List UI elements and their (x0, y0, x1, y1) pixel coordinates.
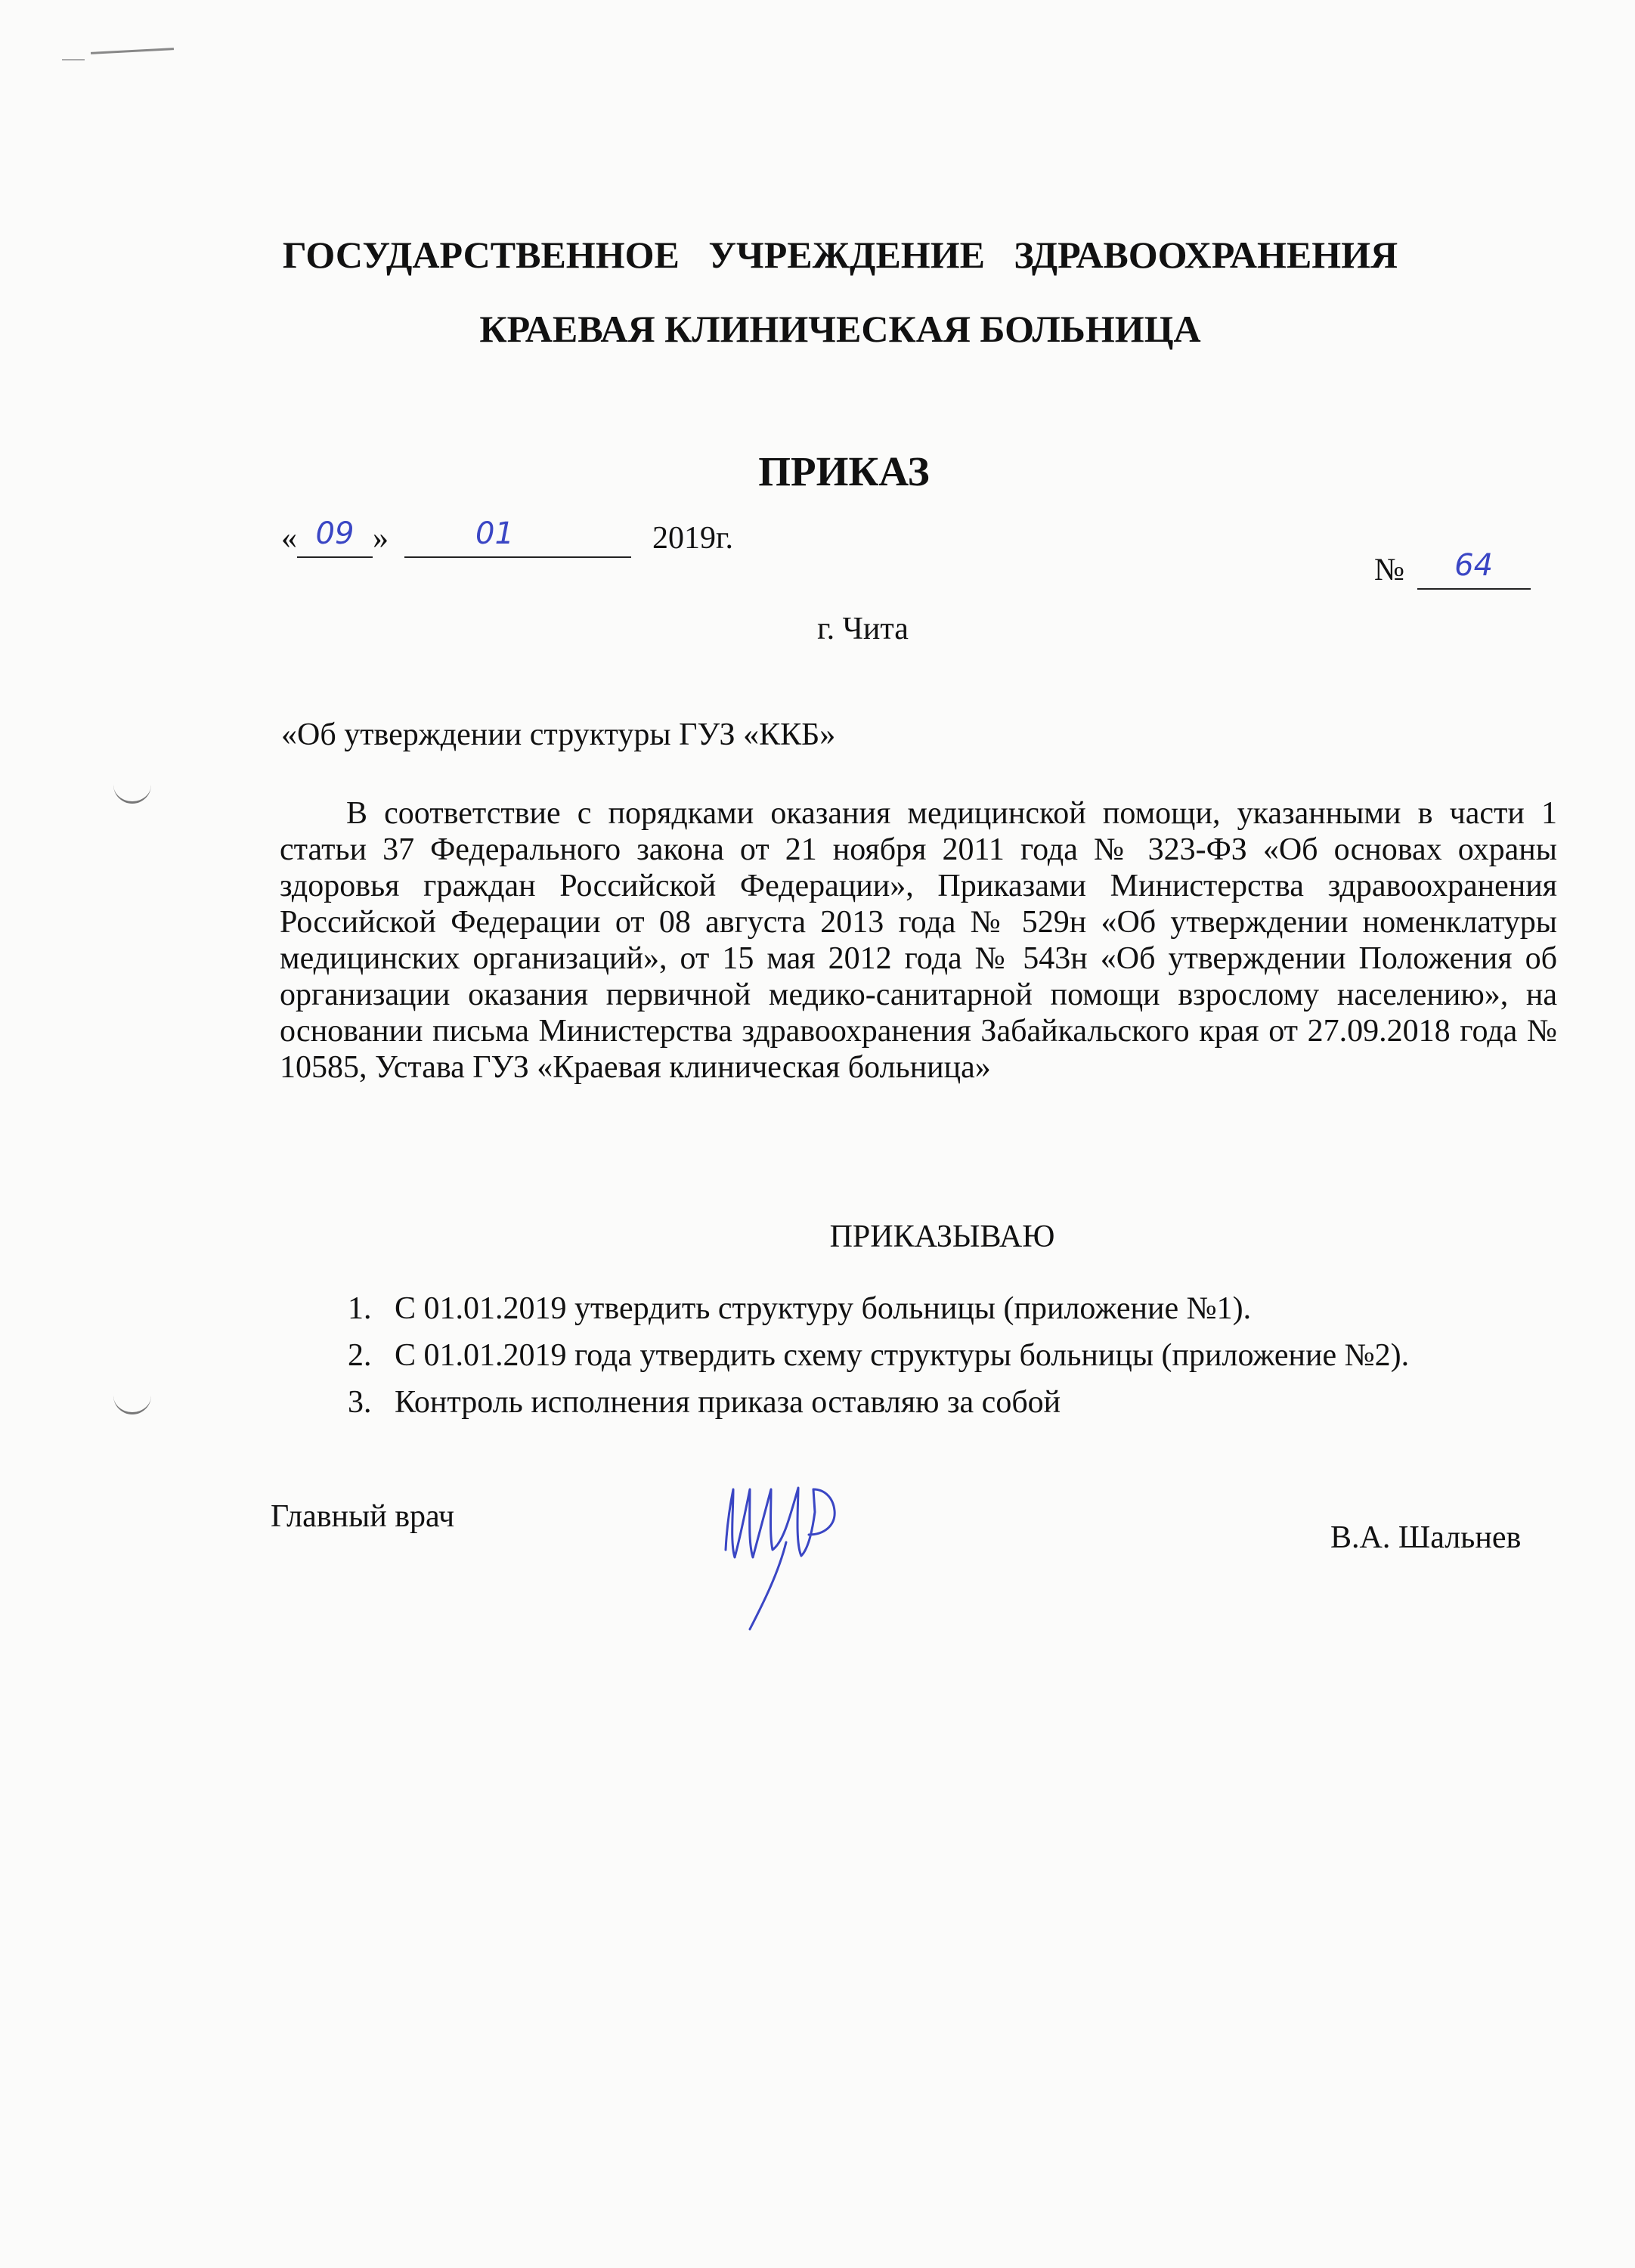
signer-role: Главный врач (271, 1499, 455, 1534)
organization-name-line2: КРАЕВАЯ КЛИНИЧЕСКАЯ БОЛЬНИЦА (479, 308, 1201, 350)
order-items-list (348, 1285, 1409, 1426)
order-directive-heading: ПРИКАЗЫВАЮ (829, 1219, 1055, 1254)
month-handwritten: 01 (475, 516, 514, 551)
preamble-paragraph: В соответствие с порядками оказания медицинской помощи, указанными в части 1 статьи 37 Федерального закона от 21 ноября 2011 года № 323-ФЗ «Об основах охраны здоровья граждан Российской Федерации», Приказами Министерства здравоохранения Российской Федерации от 08 августа 2013 года № 529н «Об утверждении номенклатуры медицинских организаций», от 15 мая 2012 года № 543н «Об утверждении Положения об организации оказания первичной медико-санитарной помощи взрослому населению», на основании письма Министерства здравоохранения Забайкальского края от 27.09.2018 года № 10585, Устава ГУЗ «Краевая клиническая больница» (280, 796, 1557, 1085)
day-field (297, 516, 373, 558)
punch-hole (113, 1391, 151, 1414)
number-field (1417, 548, 1531, 590)
day-handwritten: 09 (315, 516, 355, 551)
signer-name: В.А. Шальнев (1330, 1520, 1522, 1555)
number-sign: № (1374, 553, 1405, 587)
date-close-quote: » (373, 521, 389, 556)
handwritten-signature (711, 1459, 862, 1633)
list-item: 1. С 01.01.2019 утвердить структуру больницы (приложение №1). (348, 1291, 1252, 1326)
city: г. Чита (817, 612, 909, 646)
date-line (281, 516, 733, 558)
order-number-line (1374, 548, 1531, 590)
number-handwritten: 64 (1454, 548, 1494, 583)
scan-artifact (62, 59, 85, 60)
scan-artifact (91, 48, 174, 54)
punch-hole (113, 780, 151, 804)
list-item: 3. Контроль исполнения приказа оставляю за собой (348, 1385, 1061, 1420)
organization-name-line1: ГОСУДАРСТВЕННОЕ УЧРЕЖДЕНИЕ ЗДРАВООХРАНЕНИЯ (282, 234, 1398, 276)
date-year: 2019г. (652, 521, 733, 556)
date-open-quote: « (281, 521, 297, 556)
month-field (404, 516, 631, 558)
order-subject: «Об утверждении структуры ГУЗ «ККБ» (281, 717, 836, 752)
document-title: ПРИКАЗ (758, 448, 930, 494)
list-item: 2. С 01.01.2019 года утвердить схему структуры больницы (приложение №2). (348, 1338, 1410, 1373)
